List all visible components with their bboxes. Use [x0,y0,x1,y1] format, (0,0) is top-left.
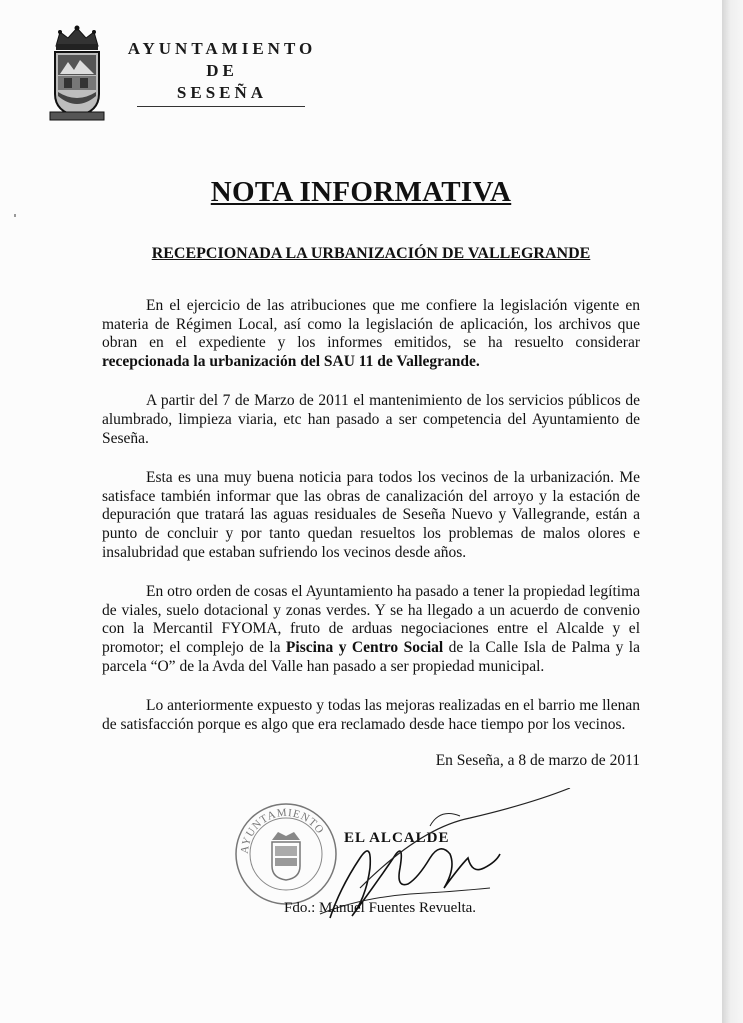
signatory-role: EL ALCALDE [344,830,450,846]
header-line-1: AYUNTAMIENTO [127,39,317,58]
paragraph-2: A partir del 7 de Marzo de 2011 el mantenimiento de los servicios públicos de alumbrado, limpieza viaria, etc han pasado a ser competencia del Ayuntamiento de Seseña. [102,392,640,447]
header-divider [137,106,305,107]
municipal-coat-of-arms-icon [48,24,106,124]
paragraph-4 [102,583,640,676]
paragraph-4-bold: Piscina y Centro Social [285,638,444,656]
paragraph-1-bold: recepcionada la urbanización del SAU 11 de Vallegrande. [102,352,480,370]
document-title: NOTA INFORMATIVA [210,176,512,208]
document-subtitle: RECEPCIONADA LA URBANIZACIÓN DE VALLEGRANDE [151,245,591,262]
scan-speck [14,214,16,217]
paragraph-5: Lo anteriormente expuesto y todas las mejoras realizadas en el barrio me llenan de satisfacción porque es algo que era reclamado desde hace tiempo por los vecinos. [102,697,640,733]
paragraph-4-text-b: de la Calle Isla de Palma y la parcela “O” de la Avda del Valle han pasado a ser propiedad municipal. [102,638,640,675]
date-line: En Seseña, a 8 de marzo de 2011 [435,752,640,769]
svg-text:AYUNTAMIENTO: AYUNTAMIENTO [238,806,327,855]
municipality-header [112,38,332,104]
paragraph-1-text: En el ejercicio de las atribuciones que me confiere la legislación vigente en materia de Régimen Local, así como la legislación de aplicación, los archivos que obran en el expediente y los informes emitidos, se ha resuelto considerar [102,297,640,352]
document-body [102,297,640,755]
page-edge-shadow [722,0,743,1023]
signatory-name: Fdo.: Manuel Fuentes Revuelta. [284,900,477,916]
header-line-2: DE [206,61,238,80]
paragraph-1 [102,297,640,371]
header-line-3: SESEÑA [176,83,268,102]
paragraph-4-text-a: En otro orden de cosas el Ayuntamiento ha pasado a tener la propiedad legítima de viales, suelo dotacional y zonas verdes. Y se ha llegado a un acuerdo de convenio con la Mercantil FYOMA, fruto de arduas negociaciones entre el Alcalde y el promotor; el complejo de la [102,583,640,656]
paragraph-3: Esta es una muy buena noticia para todos los vecinos de la urbanización. Me satisface también informar que las obras de canalización del arroyo y la estación de depuración que tratará las aguas residuales de Seseña Nuevo y Vallegrande, están a punto de concluir y por tanto quedan resueltos los problemas de malos olores e insalubridad que estaban sufriendo los vecinos desde años. [102,469,640,561]
